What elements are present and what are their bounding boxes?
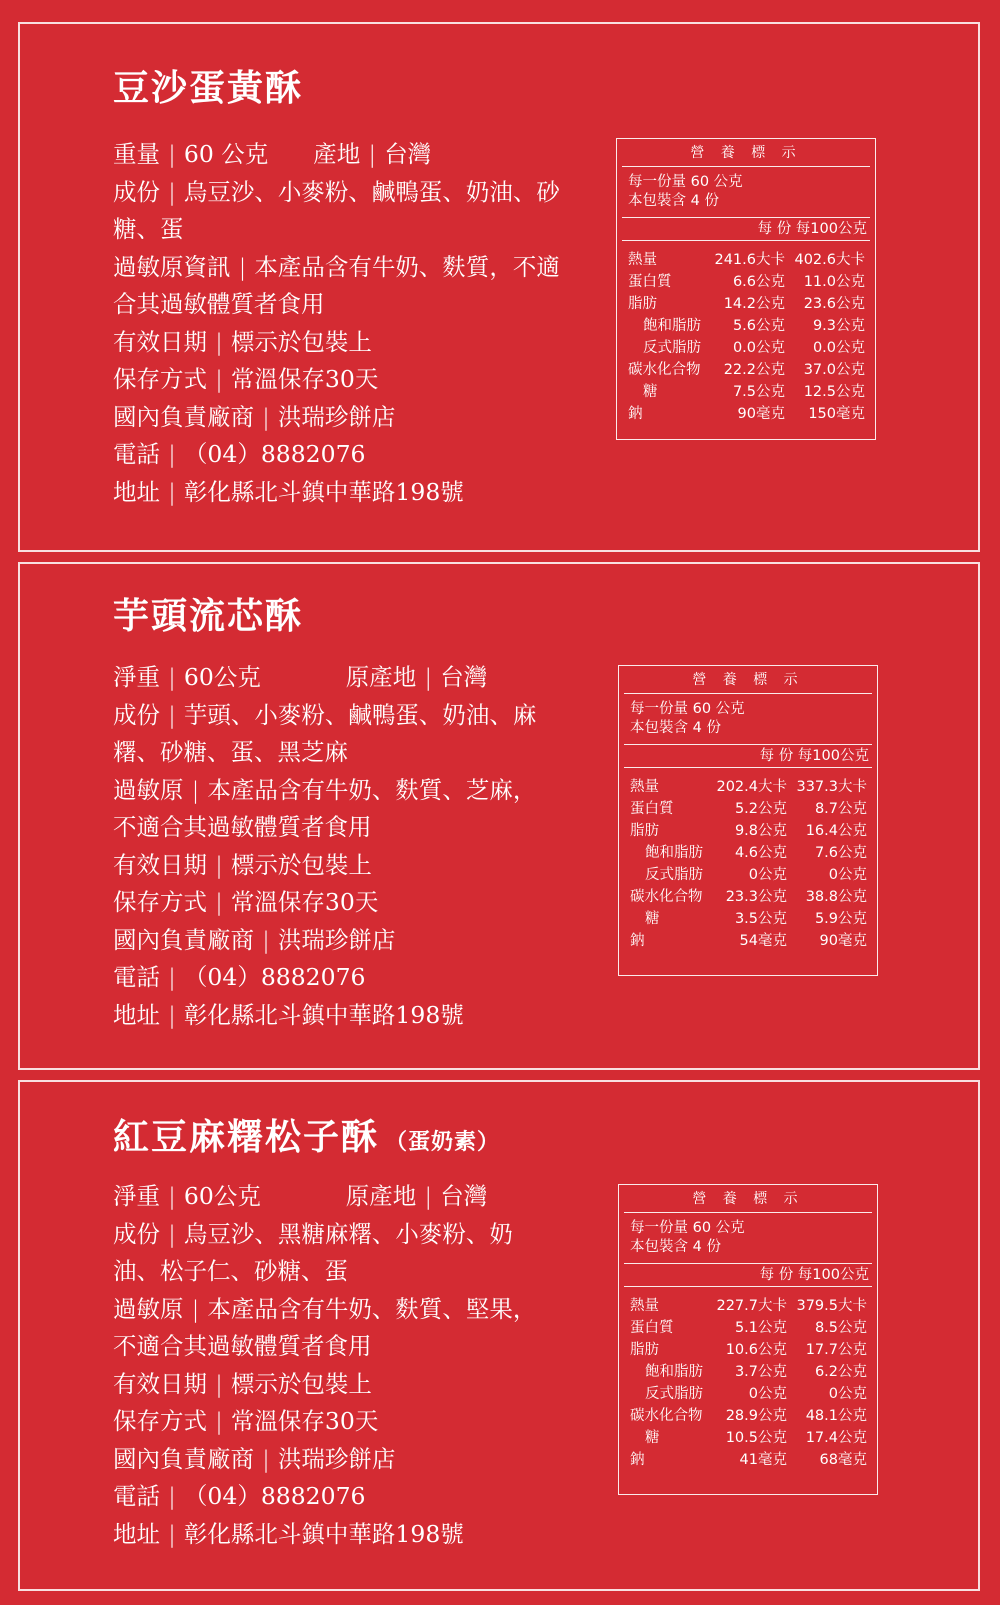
nutrition-rows [627,1287,869,1471]
nutrition-row: 飽和脂肪 5.6公克 9.3公克 [643,318,865,334]
info-weight-origin: 淨重 | 60公克 原產地 | 台灣 [113,663,488,691]
info-ingredients: 成份 | 烏豆沙、小麥粉、鹹鴨蛋、奶油、砂糖、蛋 [113,177,560,243]
nutrition-row: 鈉 54毫克 90毫克 [630,933,867,949]
info-allergen: 過敏原 | 本產品含有牛奶、麩質、芝麻，不適合其過敏體質者食用 [113,775,537,841]
nutrition-row: 蛋白質 5.1公克 8.5公克 [630,1320,867,1336]
nutrition-title: 營 養 標 示 [624,1185,872,1213]
product-title: 芋頭流芯酥 [113,595,304,637]
nutrition-row: 碳水化合物 28.9公克 48.1公克 [630,1408,867,1424]
product-panel-1 [18,22,980,552]
nutrition-row: 脂肪 14.2公克 23.6公克 [628,296,865,312]
product-info [113,1178,573,1553]
nutrition-row: 蛋白質 5.2公克 8.7公克 [630,801,867,817]
info-expiry: 有效日期 | 標示於包裝上 [113,327,372,356]
nutrition-table [618,665,878,976]
nutrition-serving: 每一份量 60 公克 本包裝含 4 份 [628,174,743,209]
nutrition-row: 熱量 241.6大卡 402.6大卡 [628,252,865,268]
info-ingredients: 成份 | 芋頭、小麥粉、鹹鴨蛋、奶油、麻糬、砂糖、蛋、黑芝麻 [113,700,537,766]
info-ingredients: 成份 | 烏豆沙、黑糖麻糬、小麥粉、奶油、松子仁、砂糖、蛋 [113,1219,513,1285]
nutrition-columns: 每 份 每100公克 [624,744,872,768]
info-address: 地址 | 彰化縣北斗鎮中華路198號 [113,1000,464,1029]
nutrition-serving: 每一份量 60 公克 本包裝含 4 份 [630,701,745,736]
nutrition-row: 糖 10.5公克 17.4公克 [645,1430,867,1446]
info-weight-origin: 重量 | 60 公克 產地 | 台灣 [113,140,432,168]
nutrition-row: 鈉 41毫克 68毫克 [630,1452,867,1468]
info-phone: 電話 | （04）8882076 [113,440,366,468]
nutrition-title: 營 養 標 示 [622,139,870,167]
nutrition-rows [625,241,867,425]
info-manufacturer: 國內負責廠商 | 洪瑞珍餅店 [113,402,396,431]
info-allergen: 過敏原資訊 | 本產品含有牛奶、麩質，不適合其過敏體質者食用 [113,252,560,318]
nutrition-row: 蛋白質 6.6公克 11.0公克 [628,274,865,290]
product-info [113,659,573,1034]
info-weight-origin: 淨重 | 60公克 原產地 | 台灣 [113,1182,488,1210]
info-phone: 電話 | （04）8882076 [113,963,366,991]
nutrition-rows [627,768,869,952]
nutrition-table [618,1184,878,1495]
nutrition-row: 熱量 227.7大卡 379.5大卡 [630,1298,867,1314]
info-phone: 電話 | （04）8882076 [113,1482,366,1510]
nutrition-title: 營 養 標 示 [624,666,872,694]
info-expiry: 有效日期 | 標示於包裝上 [113,850,372,879]
product-panel-2 [18,562,980,1070]
nutrition-row: 糖 3.5公克 5.9公克 [645,911,867,927]
nutrition-row: 碳水化合物 23.3公克 38.8公克 [630,889,867,905]
nutrition-row: 熱量 202.4大卡 337.3大卡 [630,779,867,795]
nutrition-row: 碳水化合物 22.2公克 37.0公克 [628,362,865,378]
info-storage: 保存方式 | 常溫保存30天 [113,888,379,916]
info-storage: 保存方式 | 常溫保存30天 [113,365,379,393]
nutrition-row: 反式脂肪 0公克 0公克 [645,1386,867,1402]
nutrition-row: 鈉 90毫克 150毫克 [628,406,865,422]
info-manufacturer: 國內負責廠商 | 洪瑞珍餅店 [113,925,396,954]
info-address: 地址 | 彰化縣北斗鎮中華路198號 [113,477,464,506]
product-info [113,136,573,511]
nutrition-row: 飽和脂肪 4.6公克 7.6公克 [645,845,867,861]
nutrition-row: 反式脂肪 0公克 0公克 [645,867,867,883]
info-storage: 保存方式 | 常溫保存30天 [113,1407,379,1435]
product-title: 紅豆麻糬松子酥 （蛋奶素） [113,1116,501,1158]
nutrition-table [616,138,876,440]
nutrition-columns: 每 份 每100公克 [624,1263,872,1287]
nutrition-row: 糖 7.5公克 12.5公克 [643,384,865,400]
nutrition-row: 飽和脂肪 3.7公克 6.2公克 [645,1364,867,1380]
info-address: 地址 | 彰化縣北斗鎮中華路198號 [113,1519,464,1548]
info-manufacturer: 國內負責廠商 | 洪瑞珍餅店 [113,1444,396,1473]
nutrition-columns: 每 份 每100公克 [622,217,870,241]
nutrition-serving: 每一份量 60 公克 本包裝含 4 份 [630,1220,745,1255]
info-allergen: 過敏原 | 本產品含有牛奶、麩質、堅果，不適合其過敏體質者食用 [113,1294,537,1360]
nutrition-row: 反式脂肪 0.0公克 0.0公克 [643,340,865,356]
nutrition-row: 脂肪 10.6公克 17.7公克 [630,1342,867,1358]
nutrition-row: 脂肪 9.8公克 16.4公克 [630,823,867,839]
product-panel-3 [18,1080,980,1591]
info-expiry: 有效日期 | 標示於包裝上 [113,1369,372,1398]
product-title: 豆沙蛋黃酥 [113,67,304,109]
product-subtitle: （蛋奶素） [385,1129,501,1155]
